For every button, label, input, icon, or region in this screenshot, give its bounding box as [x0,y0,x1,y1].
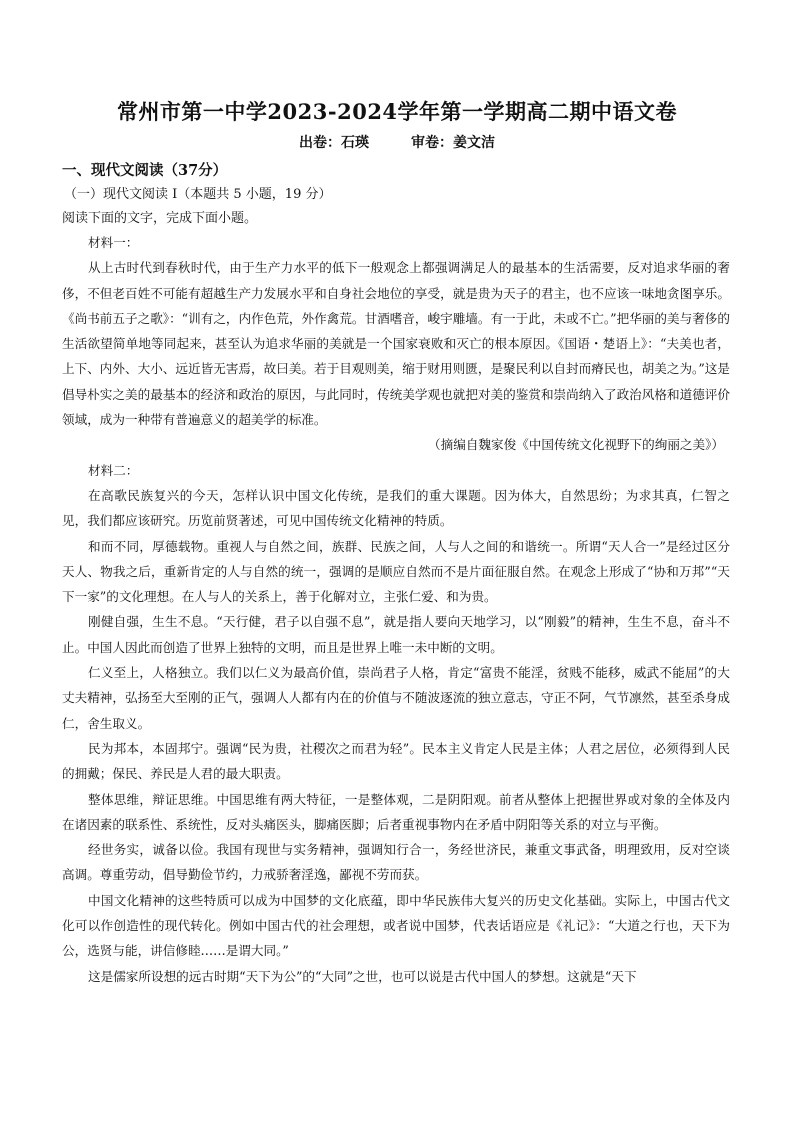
subsection-heading: （一）现代文阅读 I（本题共 5 小题，19 分） [64,187,332,202]
material-1-label: 材料一： [88,235,139,250]
material-2-paragraph: 经世务实，诚备以俭。我国有现世与实务精神，强调知行合一，务经世济民，兼重文事武备，明理致用，反对空谈高调。尊重劳动，倡导勤俭节约，力戒骄奢淫逸，鄙视不劳而获。 [62,842,730,883]
material-2-paragraph: 刚健自强，生生不息。“天行健，君子以自强不息”，就是指人要向天地学习，以“刚毅”的精神，生生不息，奋斗不止。中国人因此而创造了世界上独特的文明，而且是世界上唯一未中断的文明。 [62,614,730,655]
material-2-paragraph: 整体思维，辩证思维。中国思维有两大特征，一是整体观，二是阴阳观。前者从整体上把握世界或对象的全体及内在诸因素的联系性、系统性，反对头痛医头，脚痛医脚；后者重视事物内在矛盾中阴阳等关系的对立与平衡。 [62,791,730,832]
author-credit: 出卷：石瑛 [299,135,369,151]
material-2-paragraph: 民为邦本，本固邦宁。强调“民为贵，社稷次之而君为轻”。民本主义肯定人民是主体；人君之居位，必须得到人民的拥戴；保民、养民是人君的最大职责。 [62,740,730,782]
reading-instruction: 阅读下面的文字，完成下面小题。 [62,211,258,226]
reviewer-credit: 审卷：姜文洁 [411,135,495,151]
material-2-paragraph: 这是儒家所设想的远古时期“天下为公”的“大同”之世，也可以说是古代中国人的梦想。这就是“天下 [88,968,637,984]
material-2-paragraph: 在高歌民族复兴的今天，怎样认识中国文化传统，是我们的重大课题。因为体大，自然思纷；为求其真，仁智之见，我们都应该研究。历览前贤著述，可见中国传统文化精神的特质。 [62,487,730,529]
exam-title: 常州市第一中学2023-2024学年第一学期高二期中语文卷 [116,99,678,124]
section-heading: 一、现代文阅读（37分） [62,162,228,179]
material-2-label: 材料二： [88,462,139,478]
material-2-paragraph: 中国文化精神的这些特质可以成为中国梦的文化底蕴，即中华民族伟大复兴的历史文化基础。实际上，中国古代文化可以作创造性的现代转化。例如中国古代的社会理想，或者说中国梦，代表话语应是《礼记》：“大道之行也，天下为公，选贤与能，讲信修睦……是谓大同。” [62,892,730,959]
material-2-paragraph: 仁义至上，人格独立。我们以仁义为最高价值，崇尚君子人格，肯定“富贵不能淫，贫贱不能移，威武不能屈”的大丈夫精神，弘扬至大至刚的正气，强调人人都有内在的价值与不随波逐流的独立意志，守正不阿，气节凛然，甚至杀身成仁，舍生取义。 [62,665,730,731]
material-1-source: （摘编自魏家俊《中国传统文化视野下的绚丽之美》） [428,437,724,453]
material-2-paragraph: 和而不同，厚德载物。重视人与自然之间，族群、民族之间，人与人之间的和谐统一。所谓“天人合一”是经过区分天人、物我之后，重新肯定的人与自然的统一，强调的是顺应自然而不是片面征服自然。在观念上形成了“协和万邦”“天下一家”的文化理想。在人与人的关系上，善于化解对立，主张仁爱、和为贵。 [62,538,730,605]
exam-authors [0,132,794,152]
material-1-paragraph: 从上古时代到春秋时代，由于生产力水平的低下一般观念上都强调满足人的最基本的生活需要，反对追求华丽的奢侈，不但老百姓不可能有超越生产力发展水平和自身社会地位的享受，就是贵为天子的君主，也不应该一味地贪图享乐。《尚书前五子之歌》：“训有之，内作色荒，外作禽荒。甘酒嗜音，峻宇雕墙。有一于此，未或不亡。”把华丽的美与奢侈的生活欲望简单地等同起来，甚至认为追求华丽的美就是一个国家衰败和灭亡的根本原因。《国语・楚语上》：“夫美也者，上下、内外、大小、远近皆无害焉，故曰美。若于目观则美，缩于财用则匮，是聚民利以自封而瘠民也，胡美之为。”这是倡导朴实之美的最基本的经济和政治的原因，与此同时，传统美学观也就把对美的鉴赏和崇尚纳入了政治风格和道德评价领域，成为一种带有普遍意义的超美学的标准。 [62,260,730,428]
reading-passage [62,230,730,989]
